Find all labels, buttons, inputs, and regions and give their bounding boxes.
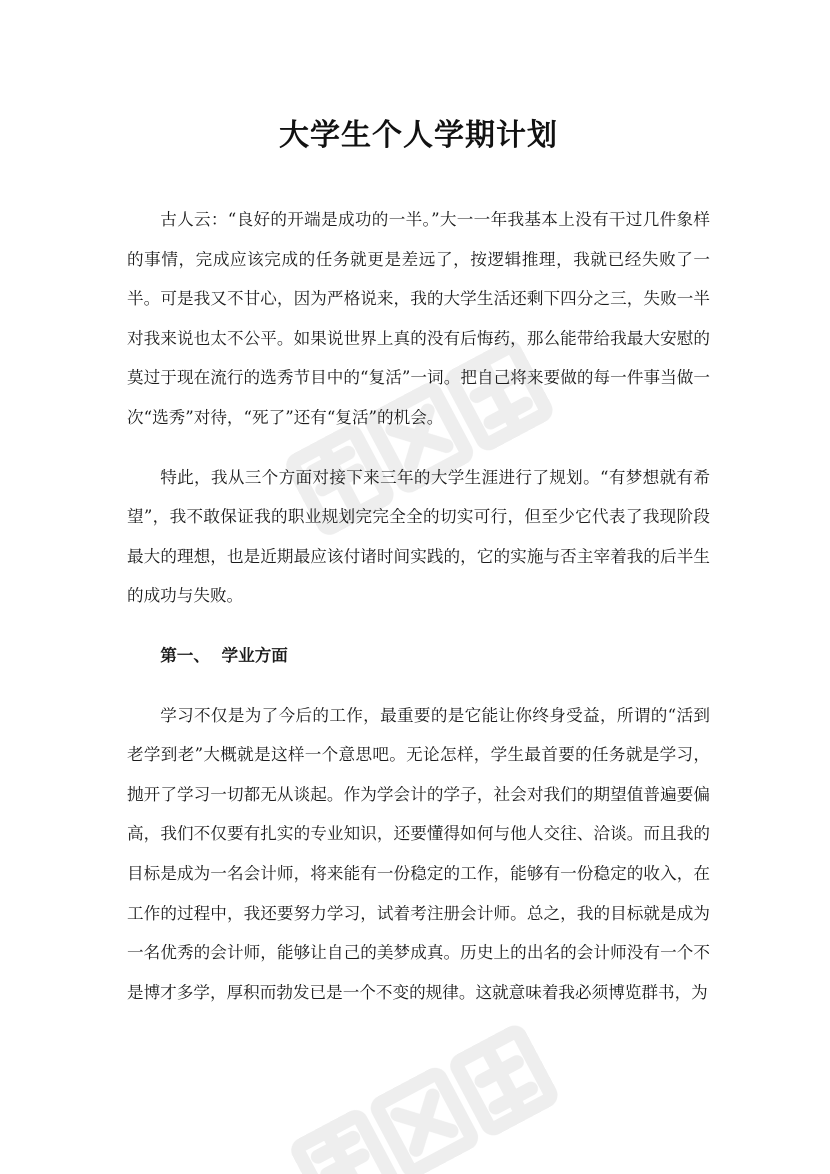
document-title: 大学生个人学期计划: [279, 118, 558, 153]
paragraph-spacer: [127, 438, 710, 458]
document-body: [127, 108, 710, 1012]
section-heading-academics: 第一、 学业方面: [160, 644, 288, 665]
paragraph-intro: 古人云：“良好的开端是成功的一半。”大一一年我基本上没有干过几件象样的事情，完成应该完成的任务就更是差远了，按逻辑推理，我就已经失败了一半。可是我又不甘心，因为严格说来，我的大学生活还剩下四分之三，失败一半对我来说也太不公平。如果说世界上真的没有后悔药，那么能带给我最大安慰的莫过于现在流行的选秀节目中的“复活”一词。把自己将来要做的每一件事当做一次“选秀”对待，“死了”还有“复活”的机会。: [127, 210, 710, 427]
paragraph-spacer: [127, 616, 710, 636]
paragraph-plan-overview: 特此，我从三个方面对接下来三年的大学生涯进行了规划。“有梦想就有希望”，我不敢保证我的职业规划完完全全的切实可行，但至少它代表了我现阶段最大的理想，也是近期最应该付诸时间实践的，它的实施与否主宰着我的后半生的成功与失败。: [127, 467, 710, 606]
paragraph-spacer: [127, 676, 710, 696]
paragraph-academics: 学习不仅是为了今后的工作，最重要的是它能让你终身受益，所谓的“活到老学到老”大概就是这样一个意思吧。无论怎样，学生最首要的任务就是学习，抛开了学习一切都无从谈起。作为学会计的学子，社会对我们的期望值普遍要偏高，我们不仅要有扎实的专业知识，还要懂得如何与他人交往、洽谈。而且我的目标是成为一名会计师，将来能有一份稳定的工作，能够有一份稳定的收入，在工作的过程中，我还要努力学习，试着考注册会计师。总之，我的目标就是成为一名优秀的会计师，能够让自己的美梦成真。历史上的出名的会计师没有一个不是博才多学，厚积而勃发已是一个不变的规律。这就意味着我必须博览群书，为: [127, 705, 710, 1002]
